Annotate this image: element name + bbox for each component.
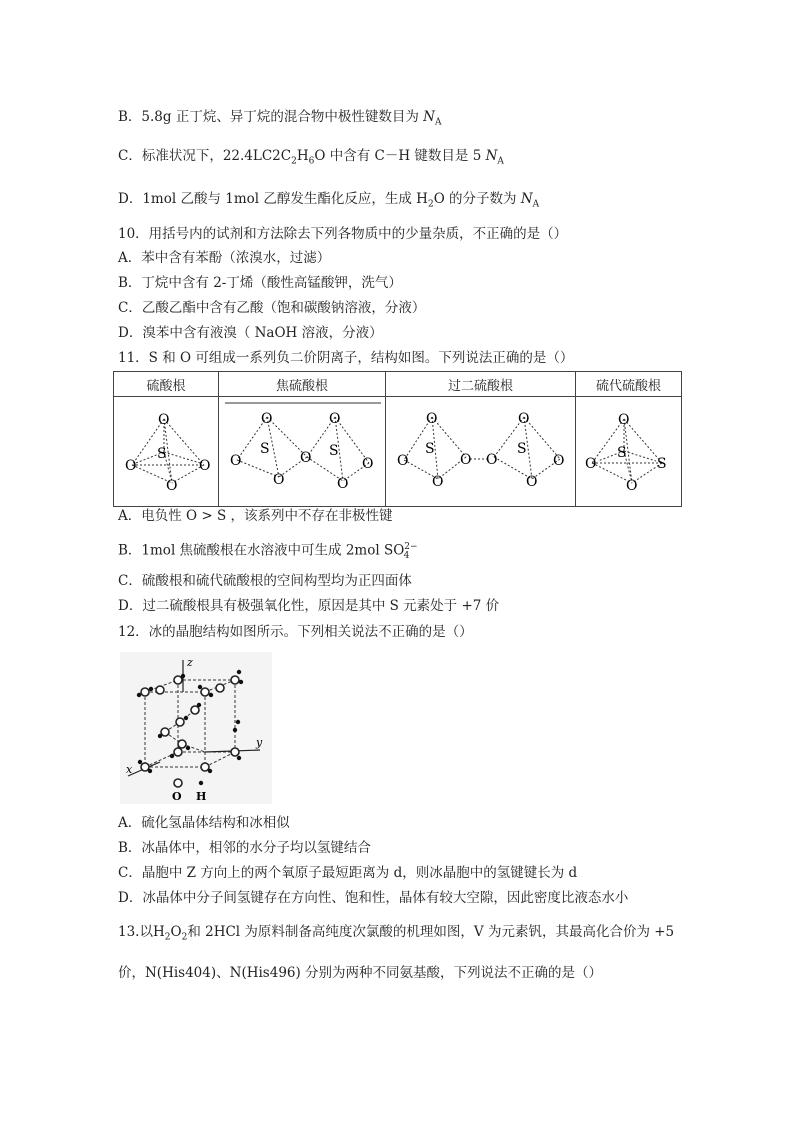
axis-y-label: y [256, 736, 263, 749]
atom-o: O [526, 474, 538, 490]
q13-stem-line1: 13.以$H_2O_2$和 2HCl 为原料制备高纯度次氯酸的机理如图，V 为元素钒，其最高化合价为 +5 [118, 924, 675, 943]
q11-stem: 11．S 和 O 可组成一系列负二价阴离子，结构如图。下列说法正确的是（） [118, 350, 574, 366]
q11-option-a: A．电负性 O > S ，该系列中不存在非极性键 [118, 508, 393, 524]
atom-s: S [617, 445, 627, 461]
q10-option-d: D．溴苯中含有液溴（ NaOH 溶液，分液） [118, 325, 383, 341]
atom-s: S [329, 443, 339, 459]
q10-option-c: C．乙酸乙酯中含有乙酸（饱和碳酸钠溶液，分液） [118, 300, 426, 316]
atom-o: O [486, 452, 498, 468]
atom-o: O [618, 412, 630, 428]
thiosulfate-structure-cell [576, 397, 682, 507]
q12-stem: 12．冰的晶胞结构如图所示。下列相关说法不正确的是（） [118, 624, 473, 640]
atom-o: O [460, 452, 472, 468]
thiosulfate-structure-diagram [576, 397, 681, 502]
atom-o: O [337, 476, 349, 492]
atom-o: O [432, 474, 444, 490]
q9-option-d: D．1mol 乙酸与 1mol 乙醇发生酯化反应，生成 $H_2O$ 的分子数为 $N_A$ [118, 191, 540, 210]
atom-o: O [329, 411, 341, 427]
atom-o: O [158, 412, 170, 428]
q10-option-b: B．丁烷中含有 2-丁烯（酸性高锰酸钾，洗气） [118, 275, 402, 291]
atom-o: O [230, 453, 242, 469]
atom-o: O [626, 478, 638, 494]
atom-s: S [260, 441, 270, 457]
atom-o: O [300, 450, 312, 466]
atom-o: O [426, 411, 438, 427]
header-pyrosulfate: 焦硫酸根 [219, 372, 386, 397]
sulfate-structure-diagram [114, 397, 218, 502]
atom-s: S [517, 441, 527, 457]
q9-option-b: B．5.8g 正丁烷、异丁烷的混合物中极性键数目为 $N_A$ [118, 109, 442, 128]
q12-option-c: C．晶胞中 Z 方向上的两个氧原子最短距离为 d，则冰晶胞中的氢键键长为 d [118, 865, 578, 881]
ice-unit-cell-figure [120, 652, 272, 804]
atom-o: O [362, 456, 374, 472]
q11-option-d: D．过二硫酸根具有极强氧化性，原因是其中 S 元素处于 +7 价 [118, 598, 500, 614]
pyrosulfate-structure-diagram [219, 397, 385, 502]
axis-x-label: x [126, 763, 133, 776]
legend-hydrogen-label: H [196, 790, 207, 803]
atom-o: O [397, 453, 409, 469]
legend-oxygen-label: O [172, 790, 182, 803]
atom-o: O [166, 478, 178, 494]
atom-o: O [585, 456, 597, 472]
q12-option-b: B．冰晶体中，相邻的水分子均以氢键结合 [118, 840, 371, 856]
q12-option-d: D．冰晶体中分子间氢键存在方向性、饱和性，晶体有较大空隙，因此密度比液态水小 [118, 890, 629, 906]
q13-stem-line2: 价，N(His404)、N(His496) 分别为两种不同氨基酸，下列说法不正确的是（） [118, 965, 603, 981]
q12-option-a: A．硫化氢晶体结构和冰相似 [118, 815, 290, 831]
q11-option-b: B．1mol 焦硫酸根在水溶液中可生成 2mol $SO^{2-}_4$ [118, 542, 418, 562]
anion-structure-table [113, 371, 682, 507]
ice-unit-cell-diagram [120, 652, 272, 804]
atom-s: S [657, 456, 667, 472]
atom-o: O [199, 458, 211, 474]
atom-o: O [518, 411, 530, 427]
q11-option-c: C．硫酸根和硫代硫酸根的空间构型均为正四面体 [118, 573, 412, 589]
q10-option-a: A．苯中含有苯酚（浓溴水，过滤） [118, 250, 331, 266]
atom-s: S [157, 446, 167, 462]
header-peroxydisulfate: 过二硫酸根 [386, 372, 576, 397]
header-sulfate: 硫酸根 [114, 372, 219, 397]
sulfate-structure-cell [114, 397, 219, 507]
header-thiosulfate: 硫代硫酸根 [576, 372, 682, 397]
peroxydisulfate-structure-diagram [386, 397, 575, 502]
q9-option-c: C．标准状况下，$22.4LC2C_2H_6O$ 中含有 C－H 键数目是 5 $N_A$ [118, 148, 504, 167]
atom-o: O [553, 453, 565, 469]
pyrosulfate-structure-cell [219, 397, 386, 507]
axis-z-label: z [187, 656, 193, 669]
peroxydisulfate-structure-cell [386, 397, 576, 507]
atom-o: O [261, 411, 273, 427]
atom-s: S [425, 441, 435, 457]
atom-o: O [125, 458, 137, 474]
atom-o: O [273, 472, 285, 488]
q10-stem: 10．用括号内的试剂和方法除去下列各物质中的少量杂质，不正确的是（） [118, 226, 568, 242]
